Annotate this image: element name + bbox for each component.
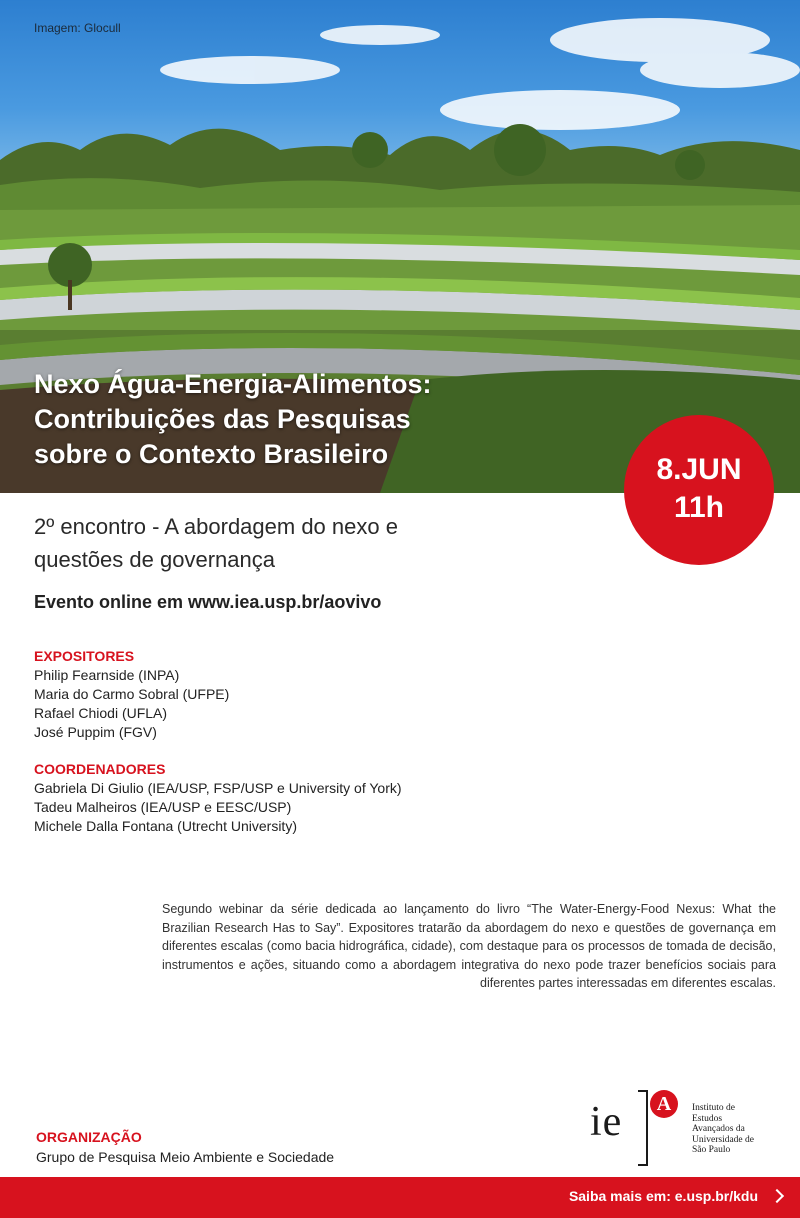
expositores-label: EXPOSITORES (34, 648, 135, 664)
event-subtitle (34, 510, 594, 576)
expositores-section (34, 647, 594, 742)
logo-text-line: Avançados da (692, 1124, 745, 1134)
organizacao-section (36, 1127, 334, 1167)
more-info-link[interactable]: Saiba mais em: e.usp.br/kdu (568, 1188, 758, 1204)
event-title-line: Contribuições das Pesquisas (34, 404, 411, 434)
online-event-link[interactable]: Evento online em www.iea.usp.br/aovivo (34, 592, 382, 612)
clouds (160, 18, 800, 130)
event-title (34, 367, 594, 472)
iea-usp-logo (590, 1090, 790, 1168)
footer-bar (0, 1177, 800, 1218)
coordenador-item: Gabriela Di Giulio (IEA/USP, FSP/USP e University of York) (34, 780, 402, 796)
date-badge (624, 415, 774, 565)
logo-badge: A (650, 1090, 678, 1118)
logo-bracket (638, 1090, 648, 1166)
logo-text-line: São Paulo (692, 1145, 731, 1155)
event-subtitle-line: 2º encontro - A abordagem do nexo e (34, 514, 398, 539)
expositor-item: Philip Fearnside (INPA) (34, 667, 180, 683)
logo-text-line: Estudos (692, 1113, 723, 1124)
date-day: 8.JUN (656, 453, 742, 486)
coordenador-item: Tadeu Malheiros (IEA/USP e EESC/USP) (34, 799, 292, 815)
organizacao-label: ORGANIZAÇÃO (36, 1129, 142, 1145)
coordenador-item: Michele Dalla Fontana (Utrecht University) (34, 818, 297, 834)
chevron-right-icon[interactable] (770, 1189, 784, 1203)
logo-text-line: Instituto de (692, 1103, 736, 1113)
image-credit: Imagem: Glocull (34, 21, 121, 35)
date-time: 11h (673, 491, 725, 524)
event-description: Segundo webinar da série dedicada ao lançamento do livro “The Water-Energy-Food Nexus: What the Brazilian Research Has to Say”. Expositores tratarão da abordagem do nexo e questões de governança em diferentes escalas (como bacia hidrográfica, cidade), com destaque para os processos de tomada de decisão, instrumentos e ações, situando como a abordagem integrativa do nexo pode trazer benefícios sociais para diferentes partes interessadas em diferentes escalas. (162, 902, 776, 990)
logo-text-line: Universidade de (692, 1134, 754, 1145)
expositor-item: Maria do Carmo Sobral (UFPE) (34, 686, 230, 702)
event-subtitle-line: questões de governança (34, 547, 275, 572)
expositor-item: José Puppim (FGV) (34, 724, 157, 740)
coordenadores-label: COORDENADORES (34, 761, 166, 777)
logo-mark: ie (590, 1099, 623, 1145)
event-title-line: Nexo Água-Energia-Alimentos: (34, 369, 432, 399)
coordenadores-section (34, 760, 594, 836)
logo-institution-name (692, 1103, 754, 1156)
organizacao-value: Grupo de Pesquisa Meio Ambiente e Sociedade (36, 1149, 335, 1165)
event-title-line: sobre o Contexto Brasileiro (34, 439, 389, 469)
expositor-item: Rafael Chiodi (UFLA) (34, 705, 168, 721)
